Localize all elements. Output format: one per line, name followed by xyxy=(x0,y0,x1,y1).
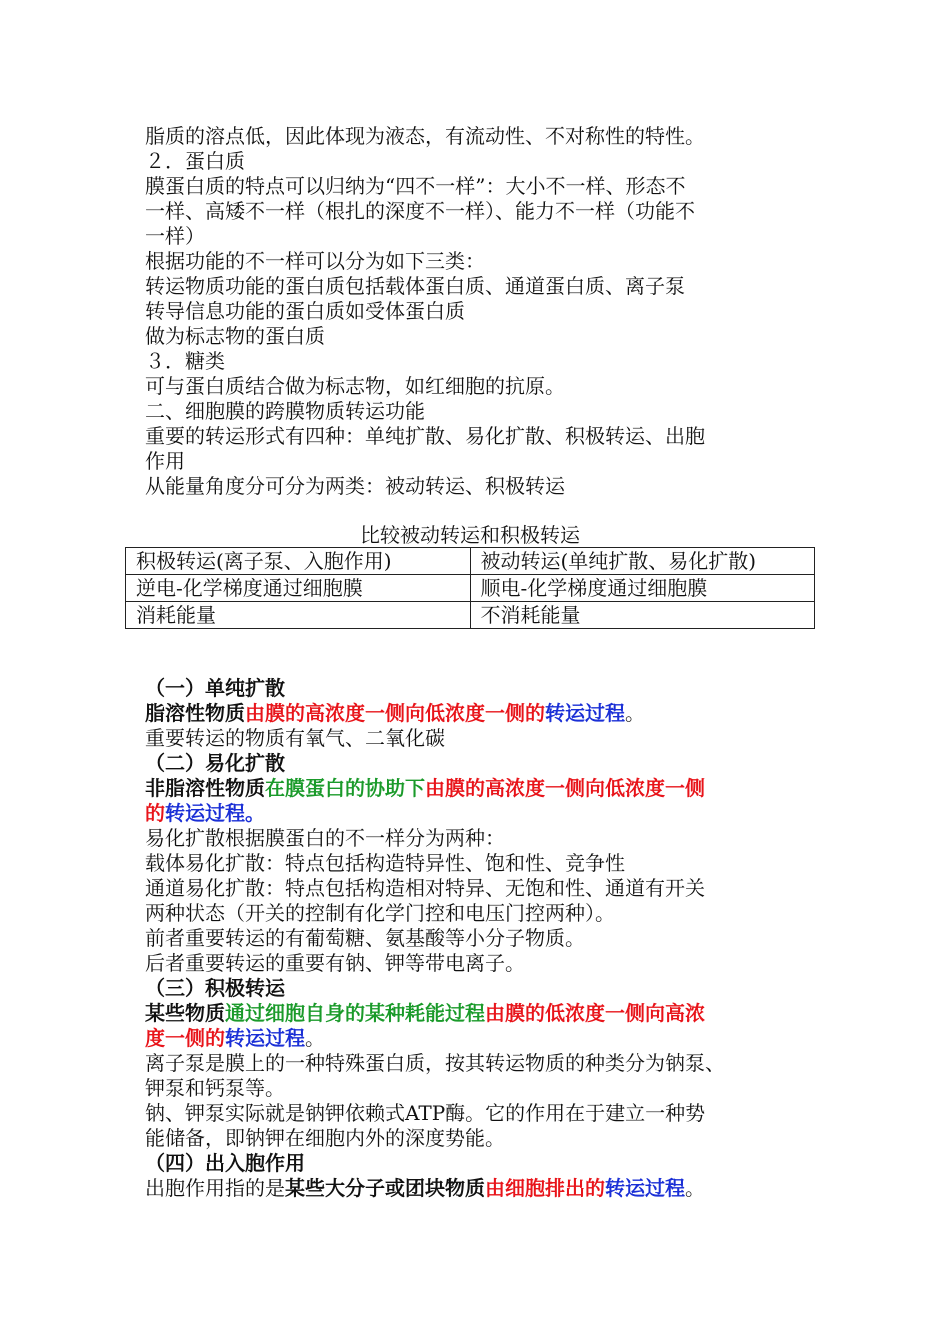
definition-line xyxy=(145,701,645,726)
text-line: 做为标志物的蛋白质 xyxy=(145,324,325,348)
def-subject: 脂溶性物质 xyxy=(145,701,245,725)
text-line: 作用 xyxy=(145,449,185,473)
def-direction: 度一侧的 xyxy=(145,1026,225,1050)
text-line: 能储备，即钠钾在细胞内外的深度势能。 xyxy=(145,1126,505,1150)
definition-line xyxy=(145,1176,705,1201)
text-line: 从能量角度分可分为两类：被动转运、积极转运 xyxy=(145,474,565,498)
text-line: 一样、高矮不一样（根扎的深度不一样）、能力不一样（功能不 xyxy=(145,199,695,223)
table-cell: 被动转运(单纯扩散、易化扩散) xyxy=(470,548,815,575)
def-subject: 某些物质 xyxy=(145,1001,225,1025)
text-line: 可与蛋白质结合做为标志物，如红细胞的抗原。 xyxy=(145,374,565,398)
def-condition: 通过细胞自身的某种耗能过程 xyxy=(225,1001,485,1025)
table-cell: 不消耗能量 xyxy=(470,602,815,629)
def-process: 转运过程 xyxy=(605,1176,685,1200)
def-process: 转运过程 xyxy=(225,1026,305,1050)
text-line: 一样） xyxy=(145,224,205,248)
text-line: 钾泵和钙泵等。 xyxy=(145,1076,285,1100)
def-process: 转运过程 xyxy=(545,701,625,725)
def-process: 转运过程。 xyxy=(165,801,265,825)
definition-line xyxy=(145,1026,325,1051)
text-line: 载体易化扩散：特点包括构造特异性、饱和性、竞争性 xyxy=(145,851,625,875)
comparison-table xyxy=(125,547,815,629)
definition-line xyxy=(145,776,705,801)
text-line: 两种状态（开关的控制有化学门控和电压门控两种）。 xyxy=(145,901,615,925)
text-line: 后者重要转运的重要有钠、钾等带电离子。 xyxy=(145,951,525,975)
text-line: 前者重要转运的有葡萄糖、氨基酸等小分子物质。 xyxy=(145,926,585,950)
def-condition: 在膜蛋白的协助下 xyxy=(265,776,425,800)
text-line: 转导信息功能的蛋白质如受体蛋白质 xyxy=(145,299,465,323)
table-row xyxy=(126,602,815,629)
def-direction: 由膜的高浓度一侧向低浓度一侧 xyxy=(425,776,705,800)
definition-line xyxy=(145,801,265,826)
def-punct: 。 xyxy=(625,701,645,725)
text-line: 重要的转运形式有四种：单纯扩散、易化扩散、积极转运、出胞 xyxy=(145,424,705,448)
section-heading-simple-diffusion: （一）单纯扩散 xyxy=(145,676,285,700)
text-line: 重要转运的物质有氧气、二氧化碳 xyxy=(145,726,445,750)
def-subject: 某些大分子或团块物质 xyxy=(285,1176,485,1200)
section-heading-endo-exocytosis: （四）出入胞作用 xyxy=(145,1151,305,1175)
text-line: 钠、钾泵实际就是钠钾依赖式ATP酶。它的作用在于建立一种势 xyxy=(145,1101,706,1125)
table-row xyxy=(126,548,815,575)
text-line: 膜蛋白质的特点可以归纳为“四不一样”：大小不一样、形态不 xyxy=(145,174,686,198)
section-heading-sugar: ３．糖类 xyxy=(145,349,225,373)
text-line: 离子泵是膜上的一种特殊蛋白质，按其转运物质的种类分为钠泵、 xyxy=(145,1051,725,1075)
text-line: 脂质的溶点低，因此体现为液态，有流动性、不对称性的特性。 xyxy=(145,124,705,148)
text-line: 易化扩散根据膜蛋白的不一样分为两种： xyxy=(145,826,505,850)
def-direction: 的 xyxy=(145,801,165,825)
text-line: 根据功能的不一样可以分为如下三类： xyxy=(145,249,485,273)
table-cell: 积极转运(离子泵、入胞作用) xyxy=(126,548,471,575)
table-caption: 比较被动转运和积极转运 xyxy=(360,523,580,547)
table-row xyxy=(126,575,815,602)
def-direction: 由细胞排出的 xyxy=(485,1176,605,1200)
table-cell: 顺电-化学梯度通过细胞膜 xyxy=(470,575,815,602)
table-cell: 消耗能量 xyxy=(126,602,471,629)
text-line: 通道易化扩散：特点包括构造相对特异、无饱和性、通道有开关 xyxy=(145,876,705,900)
definition-line xyxy=(145,1001,705,1026)
def-lead: 出胞作用指的是 xyxy=(145,1176,285,1200)
def-punct: 。 xyxy=(685,1176,705,1200)
section-heading-active-transport: （三）积极转运 xyxy=(145,976,285,1000)
section-heading-transport: 二、细胞膜的跨膜物质转运功能 xyxy=(145,399,425,423)
def-punct: 。 xyxy=(305,1026,325,1050)
def-direction: 由膜的低浓度一侧向高浓 xyxy=(485,1001,705,1025)
section-heading-facilitated-diffusion: （二）易化扩散 xyxy=(145,751,285,775)
text-line: 转运物质功能的蛋白质包括载体蛋白质、通道蛋白质、离子泵 xyxy=(145,274,685,298)
table-cell: 逆电-化学梯度通过细胞膜 xyxy=(126,575,471,602)
def-direction: 由膜的高浓度一侧向低浓度一侧的 xyxy=(245,701,545,725)
def-subject: 非脂溶性物质 xyxy=(145,776,265,800)
section-heading-protein: ２．蛋白质 xyxy=(145,149,245,173)
